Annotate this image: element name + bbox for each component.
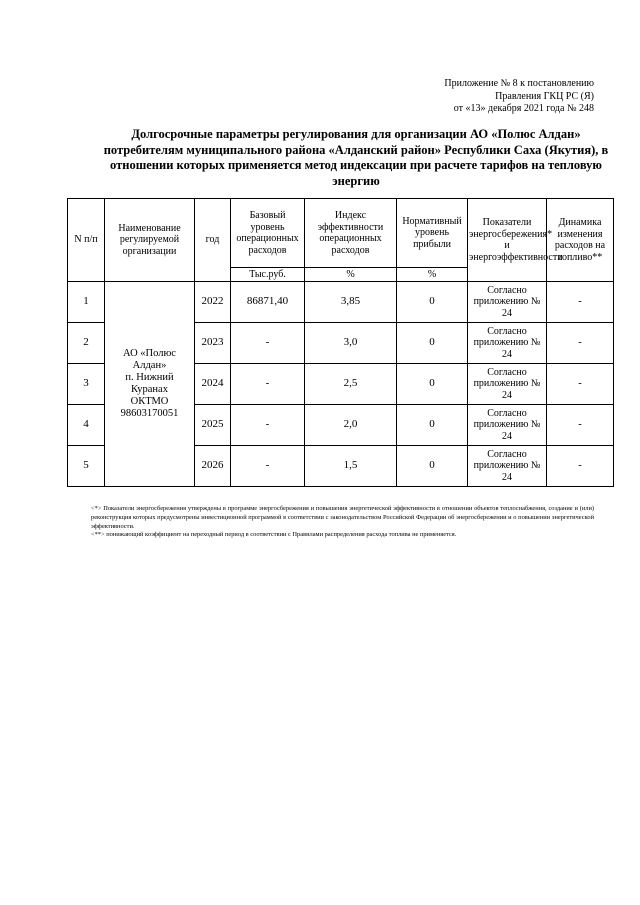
appendix-header — [274, 78, 594, 116]
footnote-fuel-coefficient: <**> понижающий коэффициент на переходный период в соответствии с Правилами распределения расхода топлива не применяется. — [91, 531, 457, 539]
row-energy: Согласно приложению № 24 — [468, 282, 547, 323]
row-year: 2022 — [195, 282, 231, 323]
row-fuel: - — [547, 405, 614, 446]
org-name-line: п. Нижний — [125, 372, 174, 383]
row-index: 3,0 — [305, 323, 397, 364]
appendix-line-1: Приложение № 8 к постановлению — [444, 78, 594, 89]
row-num: 4 — [68, 405, 105, 446]
header-year: год — [195, 199, 231, 282]
row-index: 1,5 — [305, 446, 397, 487]
unit-index: % — [305, 268, 397, 282]
header-org: Наименование регулируемой организации — [105, 199, 195, 282]
row-base: - — [231, 364, 305, 405]
header-profit-level: Нормативный уровень прибыли — [397, 199, 468, 268]
row-year: 2024 — [195, 364, 231, 405]
row-index: 2,5 — [305, 364, 397, 405]
row-profit: 0 — [397, 446, 468, 487]
header-energy-saving: Показатели энергосбережения* и энергоэффективности — [468, 199, 547, 282]
row-energy: Согласно приложению № 24 — [468, 364, 547, 405]
row-year: 2025 — [195, 405, 231, 446]
footnotes — [91, 505, 594, 540]
row-year: 2023 — [195, 323, 231, 364]
row-fuel: - — [547, 446, 614, 487]
unit-profit: % — [397, 268, 468, 282]
row-energy: Согласно приложению № 24 — [468, 446, 547, 487]
appendix-line-2: Правления ГКЦ РС (Я) — [495, 90, 594, 102]
row-energy: Согласно приложению № 24 — [468, 405, 547, 446]
row-profit: 0 — [397, 405, 468, 446]
row-energy: Согласно приложению № 24 — [468, 323, 547, 364]
parameters-table — [67, 198, 614, 487]
header-base-costs: Базовый уровень операционных расходов — [231, 199, 305, 268]
row-year: 2026 — [195, 446, 231, 487]
row-base: - — [231, 323, 305, 364]
org-name-line: 98603170051 — [120, 408, 179, 419]
table-header-row — [68, 199, 614, 268]
header-fuel-dynamics: Динамика изменения расходов на топливо** — [547, 199, 614, 282]
row-fuel: - — [547, 282, 614, 323]
row-base: - — [231, 405, 305, 446]
row-profit: 0 — [397, 323, 468, 364]
row-num: 2 — [68, 323, 105, 364]
row-base: - — [231, 446, 305, 487]
org-name-line: ОКТМО — [130, 396, 169, 407]
footnote-energy-saving: <*> Показатели энергосбережения утверждены в программе энергосбережения и повышения энергетической эффективности в отношении объектов теплоснабжения, создание и (или) реконструкция которых предусмотрены инвестиционной программой в соответствии с законодательством Российской Федерации об энергосбережении и о повышении энергетической эффективности. — [91, 505, 594, 530]
row-num: 5 — [68, 446, 105, 487]
row-fuel: - — [547, 364, 614, 405]
row-index: 3,85 — [305, 282, 397, 323]
appendix-line-3: от «13» декабря 2021 года № 248 — [453, 103, 594, 114]
row-num: 3 — [68, 364, 105, 405]
org-name-cell — [105, 282, 195, 487]
table-row — [68, 282, 614, 323]
row-fuel: - — [547, 323, 614, 364]
row-base: 86871,40 — [231, 282, 305, 323]
unit-base: Тыс.руб. — [231, 268, 305, 282]
org-name-line: АО «Полюс — [123, 348, 176, 359]
row-index: 2,0 — [305, 405, 397, 446]
row-profit: 0 — [397, 282, 468, 323]
org-name-line: Алдан» — [132, 360, 167, 371]
row-num: 1 — [68, 282, 105, 323]
header-efficiency-index: Индекс эффективности операционных расходов — [305, 199, 397, 268]
org-name-line: Куранах — [131, 384, 168, 395]
header-num: N п/п — [68, 199, 105, 282]
row-profit: 0 — [397, 364, 468, 405]
document-title: Долгосрочные параметры регулирования для организации АО «Полюс Алдан» потребителям муниципального района «Алданский район» Республики Саха (Якутия), в отношении которых применяется метод индексации при расчете тарифов на тепловую энергию — [103, 127, 609, 188]
